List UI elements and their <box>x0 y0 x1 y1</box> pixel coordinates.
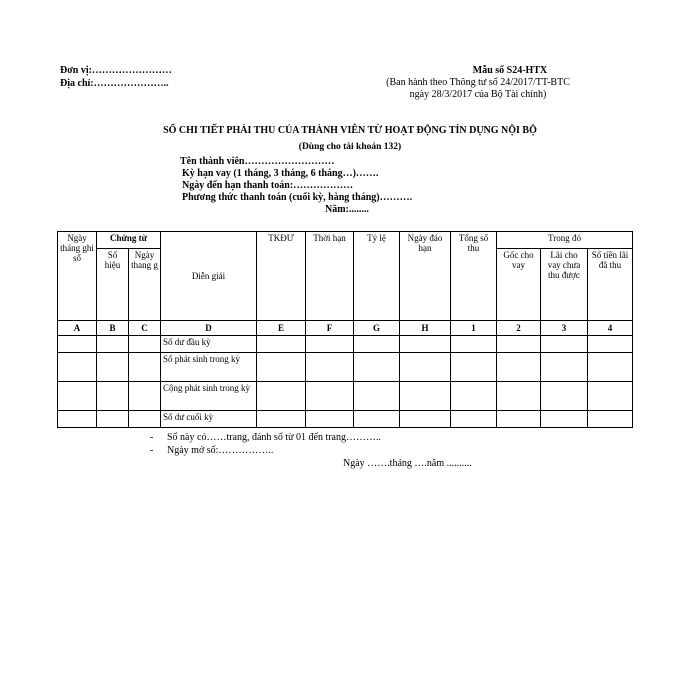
table-row <box>58 382 633 411</box>
row-closing-balance: Số dư cuối kỳ <box>161 411 257 428</box>
header-voucher-no: Số hiệu <box>97 248 129 320</box>
column-code: H <box>400 321 451 336</box>
header-date: Ngày tháng ghi sổ <box>58 232 97 321</box>
regulation-line-2: ngày 28/3/2017 của Bộ Tài chính) <box>409 89 547 100</box>
table-row <box>58 411 633 428</box>
footer-dash-2: - <box>150 445 154 456</box>
due-date-line: Ngày đến hạn thanh toán:……………… <box>182 180 354 191</box>
address-label: Địa chỉ:………………….. <box>60 78 169 89</box>
header-principal: Gốc cho vay <box>497 248 541 320</box>
unit-label: Đơn vị:…………………… <box>60 65 172 76</box>
header-maturity: Ngày đáo hạn <box>400 232 451 321</box>
page-subtitle: (Dùng cho tài khoản 132) <box>298 142 402 152</box>
column-code: C <box>129 321 161 336</box>
signature-date-line: Ngày …….tháng ….năm .......... <box>343 458 472 469</box>
column-code: 4 <box>588 321 633 336</box>
loan-term-line: Kỳ hạn vay (1 tháng, 3 tháng, 6 tháng…)……. <box>182 168 379 179</box>
header-voucher-date: Ngày thang g <box>129 248 161 320</box>
header-interest-uncollected: Lãi cho vay chưa thu được <box>541 248 588 320</box>
payment-method-line: Phương thức thanh toán (cuối kỳ, hàng tháng)………. <box>182 192 413 203</box>
header-total-receivable: Tổng số thu <box>451 232 497 321</box>
header-account: TKĐƯ <box>257 232 306 321</box>
column-code: 2 <box>497 321 541 336</box>
column-code-row <box>58 321 633 336</box>
year-line: Năm:........ <box>325 204 369 215</box>
header-description: Diễn giải <box>161 232 257 321</box>
table-row <box>58 336 633 353</box>
header-of-which: Trong đó <box>497 232 633 249</box>
page-title: SỔ CHI TIẾT PHẢI THU CỦA THÀNH VIÊN TỪ HOẠT ĐỘNG TÍN DỤNG NỘI BỘ <box>163 125 537 136</box>
regulation-line-1: (Ban hành theo Thông tư số 24/2017/TT-BTC <box>386 77 570 88</box>
column-code: G <box>354 321 400 336</box>
column-code: D <box>161 321 257 336</box>
ledger-table <box>57 231 633 428</box>
open-date-note: Ngày mở sổ:…………….. <box>167 445 274 456</box>
footer-dash-1: - <box>150 432 154 443</box>
row-opening-balance: Số dư đầu kỳ <box>161 336 257 353</box>
column-code: A <box>58 321 97 336</box>
column-code: E <box>257 321 306 336</box>
column-code: 1 <box>451 321 497 336</box>
header-term: Thời hạn <box>306 232 354 321</box>
pages-note: Sổ này có……trang, đánh số từ 01 đến trang……….. <box>167 432 381 443</box>
row-total-arising: Cộng phát sinh trong kỳ <box>161 382 257 411</box>
column-code: 3 <box>541 321 588 336</box>
form-code: Mẫu số S24-HTX <box>472 65 548 76</box>
header-voucher: Chứng từ <box>97 232 161 249</box>
table-row <box>58 353 633 382</box>
column-code: F <box>306 321 354 336</box>
member-name-line: Tên thành viên……………………… <box>180 156 335 167</box>
column-code: B <box>97 321 129 336</box>
header-rate: Tỷ lệ <box>354 232 400 321</box>
row-arising-in-period: Số phát sinh trong kỳ <box>161 353 257 382</box>
header-interest-paid: Số tiền lãi đã thu <box>588 248 633 320</box>
